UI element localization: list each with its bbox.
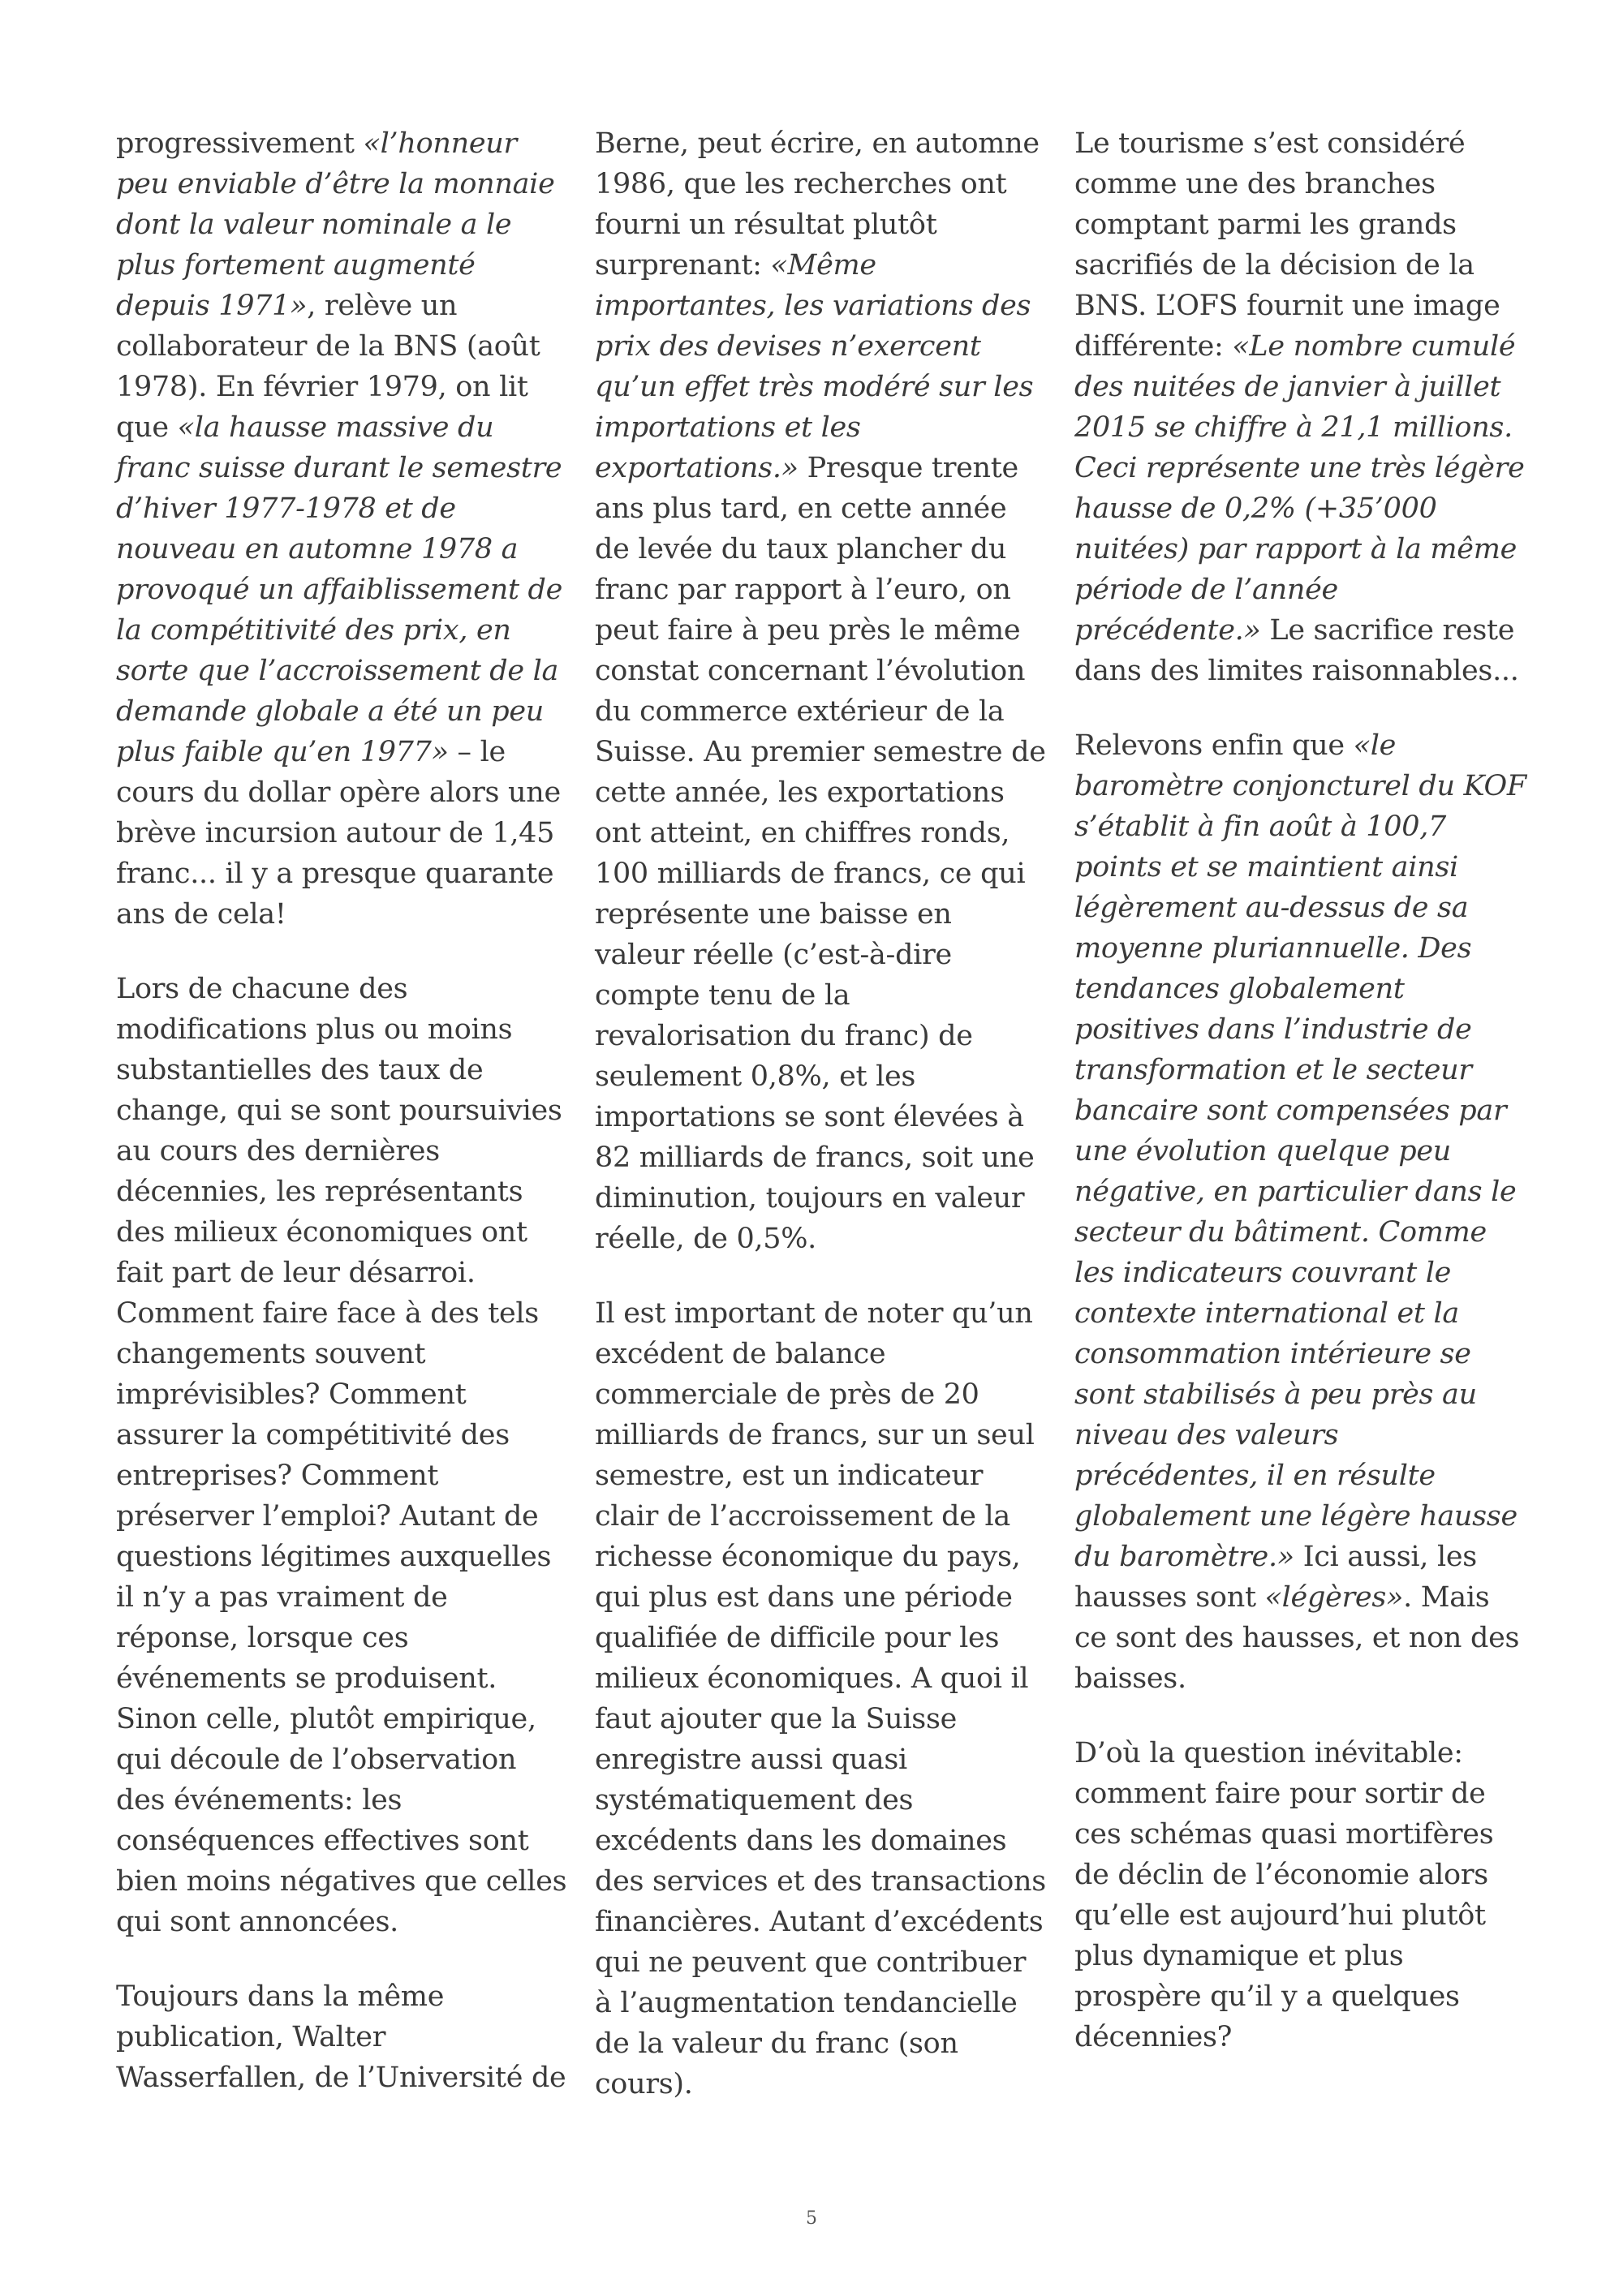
body-text: – le cours du dollar opère alors une brève incursion autour de 1,45 franc... il y a presque quarante ans de cela! [116,736,561,931]
paragraph [116,1976,570,2098]
quoted-text: «Le nombre cumulé des nuitées de janvier à juillet 2015 se chiffre à 21,1 millions. Ceci représente une très légère hausse de 0,2% (+35’000 nuitées) par rapport à la même période de l’année précédente.» [1074,330,1525,647]
body-text: . Mais ce sont des hausses, et non des baisses. [1074,1581,1520,1695]
body-text: Lors de chacune des modifications plus ou moins substantielles des taux de change, qui se sont poursuivies au cours des dernières décennies, les représentants des milieux économiques ont fait part de leur désarroi. Comment faire face à des tels changements souvent imprévisibles? Comment assurer la compétitivité des entreprises? Comment préserver l’emploi? Autant de questions légitimes auxquelles il n’y a pas vraiment de réponse, lorsque ces événements se produisent. Sinon celle, plutôt empirique, qui découle de l’observation des événements: les conséquences effectives sont bien moins négatives que celles qui sont annoncées. [116,973,567,1938]
paragraph [116,969,570,1942]
quoted-text: «le baromètre conjoncturel du KOF s’établit à fin août à 100,7 points et se maintient ainsi légèrement au-dessus de sa moyenne pluriannuelle. Des tendances globalement positives dans l’industrie de transformation et le secteur bancaire sont compensées par une évolution quelque peu négative, en particulier dans le secteur du bâtiment. Comme les indicateurs couvrant le contexte international et la consommation intérieure se sont stabilisés à peu près au niveau des valeurs précédentes, il en résulte globalement une légère hausse du baromètre.» [1074,729,1526,1573]
text-column-3 [1074,123,1529,2092]
body-text: progressivement [116,127,364,160]
quoted-text: «légères» [1264,1581,1404,1614]
paragraph [595,1293,1049,2105]
body-text: Berne, peut écrire, en automne 1986, que les recherches ont fourni un résultat plutôt surprenant: [595,127,1040,282]
paragraph [1074,1733,1529,2057]
body-text: , relève un collaborateur de la BNS (août 1978). En février 1979, on lit que [116,290,540,444]
quoted-text: «Même importantes, les variations des prix des devises n’exercent qu’un effet très modéré sur les importations et les exportations.» [595,249,1034,484]
quoted-text: «la hausse massive du franc suisse durant le semestre d’hiver 1977-1978 et de nouveau en automne 1978 a provoqué un affaiblissement de la compétitivité des prix, en sorte que l’accroissement de la demande globale a été un peu plus faible qu’en 1977» [116,411,563,768]
body-text: Le tourisme s’est considéré comme une des branches comptant parmi les grands sacrifiés de la décision de la BNS. L’OFS fournit une image différente: [1074,127,1500,363]
page-number: 5 [806,2208,817,2229]
body-text: Le sacrifice reste dans des limites raisonnables... [1074,614,1519,687]
body-text: Ici aussi, les hausses sont [1074,1541,1477,1614]
paragraph [1074,725,1529,1699]
body-text: Toujours dans la même publication, Walter Wasserfallen, de l’Université de [116,1980,566,2094]
paragraph [1074,123,1529,691]
text-column-1 [116,123,570,2132]
text-column-2 [595,123,1049,2139]
paragraph [595,123,1049,1259]
body-text: Presque trente ans plus tard, en cette année de levée du taux plancher du franc par rapport à l’euro, on peut faire à peu près le même constat concernant l’évolution du commerce extérieur de la Suisse. Au premier semestre de cette année, les exportations ont atteint, en chiffres ronds, 100 milliards de francs, ce qui représente une baisse en valeur réelle (c’est-à-dire compte tenu de la revalorisation du franc) de seulement 0,8%, et les importations se sont élevées à 82 milliards de francs, soit une diminution, toujours en valeur réelle, de 0,5%. [595,452,1046,1255]
body-text: D’où la question inévitable: comment faire pour sortir de ces schémas quasi mortifères de déclin de l’économie alors qu’elle est aujourd’hui plutôt plus dynamique et plus prospère qu’il y a quelques décennies? [1074,1737,1494,2053]
body-text: Relevons enfin que [1074,729,1354,762]
quoted-text: «l’honneur peu enviable d’être la monnaie dont la valeur nominale a le plus fortement augmenté depuis 1971» [116,127,555,322]
paragraph [116,123,570,935]
body-text: Il est important de noter qu’un excédent de balance commerciale de près de 20 milliards de francs, sur un seul semestre, est un indicateur clair de l’accroissement de la richesse économique du pays, qui plus est dans une période qualifiée de difficile pour les milieux économiques. A quoi il faut ajouter que la Suisse enregistre aussi quasi systématiquement des excédents dans les domaines des services et des transactions financières. Autant d’excédents qui ne peuvent que contribuer à l’augmentation tendancielle de la valeur du franc (son cours). [595,1297,1046,2100]
